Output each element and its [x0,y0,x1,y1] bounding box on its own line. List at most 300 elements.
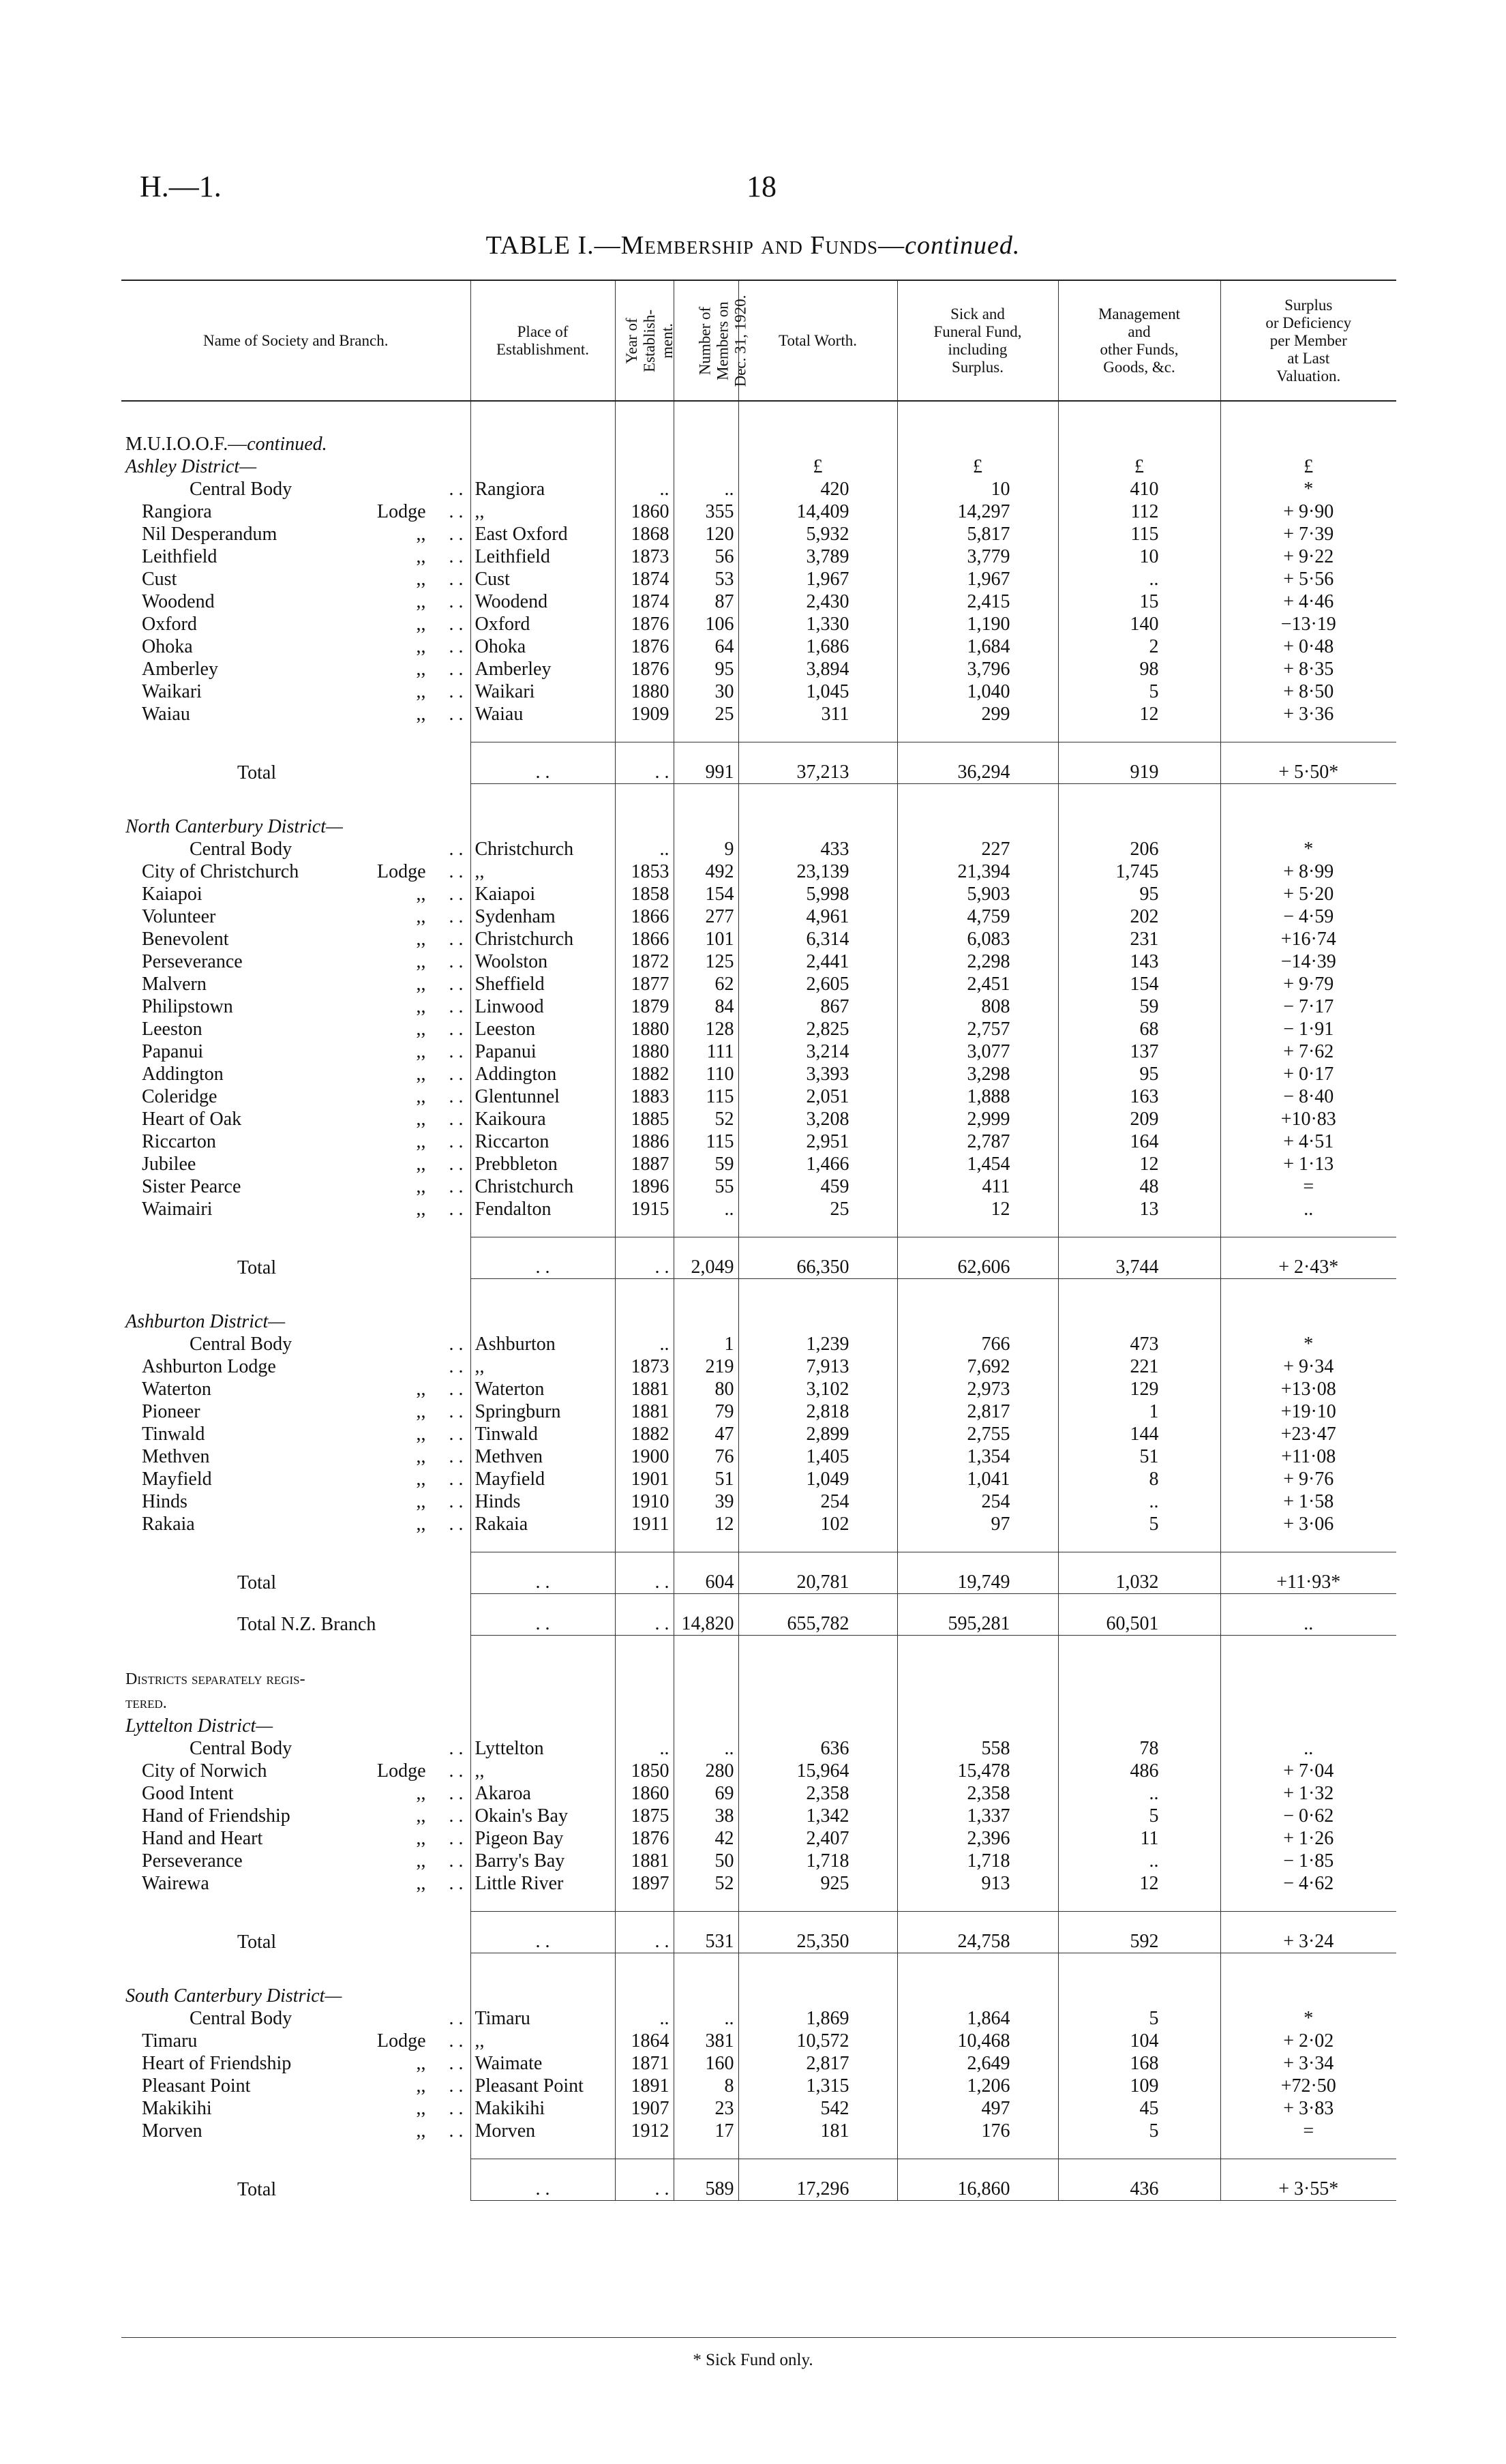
cell-sick: 5,903 [897,883,1058,905]
society-name [121,1423,470,1445]
table-row [121,2052,1396,2075]
col-worth-header: Total Worth. [738,280,897,401]
cell-mgmt: 209 [1058,1108,1220,1130]
surplus-h3: per Member [1269,331,1347,349]
cell-members: 69 [674,1782,738,1805]
col-mgmt-header [1058,280,1220,401]
section-heading [121,1985,470,2007]
society-name [121,1513,470,1535]
cell-year: 1873 [615,1355,674,1378]
table-row [121,1760,1396,1782]
total-members: 531 [674,1912,738,1953]
cell-worth: 102 [738,1513,897,1535]
heading-cell [674,433,738,455]
society-name [121,500,470,523]
section-heading-row [121,433,1396,455]
branch-type: ,, [416,1805,426,1827]
cell-members: .. [674,2007,738,2030]
leader-dots: . . [449,524,464,545]
total-surplus: + 5·50* [1220,742,1396,784]
cell-worth: 1,405 [738,1445,897,1468]
society-name [121,613,470,635]
leader-dots: . . [449,2098,464,2119]
leader-dots: . . [449,1805,464,1827]
spacer-cell [1220,1279,1396,1311]
cell-worth: 1,049 [738,1468,897,1490]
members-h1: Number of [695,306,713,375]
cell-place: . . [470,1594,615,1636]
branch-type: ,, [416,1176,426,1197]
table-row [121,545,1396,568]
heading-cell [470,1667,615,1691]
table-row [121,1130,1396,1153]
cell-mgmt: 154 [1058,973,1220,995]
cell-year: 1874 [615,590,674,613]
heading-cell [1058,1691,1220,1715]
spacer-cell [470,1279,615,1311]
spacer-cell [121,1895,470,1912]
table-row [121,680,1396,703]
spacer-cell [1220,1220,1396,1237]
spacer-cell [1220,1636,1396,1668]
table-title [0,230,1506,260]
section-heading-row [121,1667,1396,1691]
cell-place: Pleasant Point [470,2075,615,2097]
cell-mgmt: 168 [1058,2052,1220,2075]
branch-type: ,, [416,1041,426,1062]
cell-place: ,, [470,1760,615,1782]
footnote-rule [121,2337,1396,2338]
cell-year: 1871 [615,2052,674,2075]
title-main: Membership and Funds— [620,231,905,260]
spacer-cell [897,401,1058,433]
total-worth: 37,213 [738,742,897,784]
cell-mgmt: 12 [1058,1153,1220,1175]
cell-members: 128 [674,1018,738,1040]
leader-dots: . . [449,861,464,882]
cell-mgmt: 486 [1058,1760,1220,1782]
branch-name: Kaiapoi [142,884,202,905]
branch-name: Waterton [142,1379,211,1400]
branch-name: Hinds [142,1491,187,1512]
society-name [121,658,470,680]
heading-cell [674,815,738,838]
branch-name: Ohoka [142,636,193,657]
spacer-cell [615,725,674,742]
table-row [121,860,1396,883]
sick-h1: Sick and [950,305,1005,322]
leader-dots: . . [449,591,464,612]
cell-year: 1876 [615,1827,674,1850]
total-sick: 16,860 [897,2159,1058,2201]
total-sick: 62,606 [897,1237,1058,1279]
spacer-cell [674,2142,738,2159]
title-suffix: continued. [905,231,1021,260]
spacer-cell [897,725,1058,742]
cell-place: . . [470,1912,615,1953]
branch-type: ,, [416,2053,426,2074]
cell-place: ,, [470,1355,615,1378]
cell-year: 1897 [615,1872,674,1895]
cell-surplus: − 4·59 [1220,905,1396,928]
section-heading [121,1310,470,1333]
branch-type: ,, [416,1131,426,1152]
leader-dots: . . [449,569,464,590]
total-sick: 36,294 [897,742,1058,784]
branch-name: Leithfield [142,546,217,567]
cell-sick: 1,190 [897,613,1058,635]
cell-sick: 3,298 [897,1063,1058,1085]
cell-members: 62 [674,973,738,995]
cell-mgmt: 206 [1058,838,1220,860]
cell-members: 280 [674,1760,738,1782]
heading-cell: £ [1058,455,1220,478]
title-prefix: TABLE I.— [485,231,621,260]
cell-members: 39 [674,1490,738,1513]
cell-sick: 2,396 [897,1827,1058,1850]
table-row [121,478,1396,500]
cell-place: Woolston [470,950,615,973]
cell-members: 8 [674,2075,738,2097]
leader-dots: . . [449,1491,464,1512]
spacer-cell [615,1220,674,1237]
branch-name: Woodend [142,591,215,612]
leader-dots: . . [449,2008,464,2029]
section-heading [121,1715,470,1737]
branch-name: Timaru [142,2030,198,2052]
branch-name: Cust [142,569,177,590]
members-h3: Dec. 31, 1920. [731,295,749,387]
cell-surplus: * [1220,2007,1396,2030]
total-surplus: + 3·24 [1220,1912,1396,1953]
heading-cell [1220,1691,1396,1715]
heading-cell [470,1691,615,1715]
cell-surplus: + 9·90 [1220,500,1396,523]
cell-year: 1866 [615,905,674,928]
cell-worth: 3,208 [738,1108,897,1130]
cell-members: 84 [674,995,738,1018]
society-name [121,1355,470,1378]
society-name [121,703,470,725]
cell-place: Cust [470,568,615,590]
cell-mgmt: 143 [1058,950,1220,973]
cell-sick: 97 [897,1513,1058,1535]
cell-worth: 1,869 [738,2007,897,2030]
branch-type: ,, [416,546,426,567]
cell-place: Ashburton [470,1333,615,1355]
section-heading [121,433,470,455]
cell-sick: 766 [897,1333,1058,1355]
heading-cell [897,1715,1058,1737]
society-name [121,1333,470,1355]
cell-sick: 558 [897,1737,1058,1760]
cell-surplus: − 1·85 [1220,1850,1396,1872]
cell-place: Oxford [470,613,615,635]
heading-cell: £ [738,455,897,478]
table-row [121,1333,1396,1355]
cell-year: 1907 [615,2097,674,2120]
society-name [121,928,470,950]
heading-cell [1058,433,1220,455]
branch-type: ,, [416,951,426,972]
cell-place: Waterton [470,1378,615,1400]
cell-sick: 14,297 [897,500,1058,523]
cell-year: 1880 [615,1040,674,1063]
spacer-cell [738,1535,897,1552]
cell-place: Riccarton [470,1130,615,1153]
cell-surplus: + 1·26 [1220,1827,1396,1850]
cell-mgmt: .. [1058,1490,1220,1513]
order-continued: continued. [247,434,327,455]
cell-place: Addington [470,1063,615,1085]
cell-members: 38 [674,1805,738,1827]
leader-dots: . . [449,681,464,702]
mgmt-h1: Management [1098,305,1181,322]
cell-sick: 10,468 [897,2030,1058,2052]
branch-type: ,, [416,929,426,950]
spacer-cell [1058,784,1220,816]
cell-sick: 3,796 [897,658,1058,680]
north-total-row [121,1237,1396,1279]
branch-name: Central Body [190,839,292,860]
heading-cell [674,1691,738,1715]
cell-surplus: + 2·02 [1220,2030,1396,2052]
heading-cell [615,1310,674,1333]
branch-name: Heart of Friendship [142,2053,292,2074]
cell-surplus: + 0·17 [1220,1063,1396,1085]
cell-place: Kaiapoi [470,883,615,905]
total-worth: 655,782 [738,1594,897,1636]
spacer-row [121,401,1396,433]
cell-sick: 808 [897,995,1058,1018]
cell-worth: 420 [738,478,897,500]
cell-year: 1896 [615,1175,674,1198]
society-name [121,680,470,703]
branch-type: ,, [416,2075,426,2097]
table-row [121,1355,1396,1378]
branch-name: Coleridge [142,1086,217,1107]
cell-mgmt: 12 [1058,1872,1220,1895]
table-row [121,1018,1396,1040]
total-mgmt: 436 [1058,2159,1220,2201]
cell-worth: 1,466 [738,1153,897,1175]
heading-cell [674,1715,738,1737]
cell-sick: 7,692 [897,1355,1058,1378]
spacer-cell [1058,401,1220,433]
north-canterbury-heading: North Canterbury District— [125,816,343,837]
surplus-h5: Valuation. [1276,367,1341,385]
society-name [121,950,470,973]
table-row [121,973,1396,995]
spacer-cell [470,784,615,816]
society-name [121,838,470,860]
branch-name: Perseverance [142,951,243,972]
cell-mgmt: 5 [1058,2120,1220,2142]
heading-cell [738,1691,897,1715]
heading-cell [738,1310,897,1333]
table-row [121,2007,1396,2030]
cell-worth: 2,358 [738,1782,897,1805]
heading-cell [470,455,615,478]
cell-year: 1885 [615,1108,674,1130]
cell-sick: 227 [897,838,1058,860]
leader-dots: . . [449,996,464,1017]
heading-cell [738,433,897,455]
branch-type: ,, [416,1109,426,1130]
society-name [121,1040,470,1063]
cell-surplus: + 7·04 [1220,1760,1396,1782]
cell-surplus: + 7·39 [1220,523,1396,545]
cell-worth: 867 [738,995,897,1018]
cell-year: . . [615,1237,674,1279]
branch-name: Central Body [190,1738,292,1759]
cell-mgmt: 202 [1058,905,1220,928]
cell-place: East Oxford [470,523,615,545]
heading-cell [897,815,1058,838]
cell-worth: 5,998 [738,883,897,905]
leader-dots: . . [449,1469,464,1490]
cell-place: Pigeon Bay [470,1827,615,1850]
cell-worth: 542 [738,2097,897,2120]
members-h2: Members on [713,301,731,380]
cell-worth: 7,913 [738,1355,897,1378]
table-row [121,1782,1396,1805]
cell-members: 120 [674,523,738,545]
society-name [121,2075,470,2097]
branch-name: Riccarton [142,1131,216,1152]
spacer-cell [1058,1895,1220,1912]
cell-members: 115 [674,1085,738,1108]
cell-members: 125 [674,950,738,973]
cell-mgmt: 115 [1058,523,1220,545]
branch-name: Methven [142,1446,210,1467]
society-name [121,860,470,883]
cell-place: ,, [470,2030,615,2052]
cell-surplus: −14·39 [1220,950,1396,973]
branch-type: ,, [416,524,426,545]
cell-members: 115 [674,1130,738,1153]
cell-mgmt: 1,745 [1058,860,1220,883]
cell-place: Okain's Bay [470,1805,615,1827]
society-name [121,1872,470,1895]
leader-dots: . . [449,1873,464,1894]
cell-mgmt: 5 [1058,1513,1220,1535]
cell-surplus: = [1220,1175,1396,1198]
cell-worth: 6,314 [738,928,897,950]
table-row [121,1872,1396,1895]
cell-year: 1883 [615,1085,674,1108]
cell-members: 25 [674,703,738,725]
society-name [121,1018,470,1040]
branch-name: Oxford [142,614,197,635]
cell-worth: 1,718 [738,1850,897,1872]
heading-cell [897,1985,1058,2007]
cell-sick: 1,041 [897,1468,1058,1490]
cell-sick: 2,973 [897,1378,1058,1400]
cell-members: 9 [674,838,738,860]
leader-dots: . . [449,501,464,522]
branch-name: City of Christchurch [142,861,299,882]
cell-worth: 23,139 [738,860,897,883]
cell-mgmt: 5 [1058,1805,1220,1827]
spacer-cell [615,1953,674,1985]
branch-name: Rangiora [142,501,212,522]
heading-cell [1220,1667,1396,1691]
cell-members: 52 [674,1872,738,1895]
society-name [121,1827,470,1850]
leader-dots: . . [449,704,464,725]
society-name [121,905,470,928]
cell-place: Kaikoura [470,1108,615,1130]
total-members: 991 [674,742,738,784]
spacer-cell [121,1953,470,1985]
branch-type: ,, [416,681,426,702]
table-row [121,2075,1396,2097]
spacer-cell [1220,784,1396,816]
cell-sick: 1,718 [897,1850,1058,1872]
cell-place: Waimate [470,2052,615,2075]
table-body [121,401,1396,2201]
cell-place: Amberley [470,658,615,680]
society-name [121,1805,470,1827]
cell-place: Leithfield [470,545,615,568]
south-total-row [121,2159,1396,2201]
cell-mgmt: 109 [1058,2075,1220,2097]
cell-members: 110 [674,1063,738,1085]
cell-worth: 254 [738,1490,897,1513]
spacer-cell [1220,2142,1396,2159]
cell-mgmt: 5 [1058,2007,1220,2030]
spacer-cell [738,784,897,816]
membership-funds-table [121,280,1396,2201]
table-row [121,838,1396,860]
branch-type: ,, [416,1873,426,1894]
society-name [121,1760,470,1782]
branch-type: ,, [416,1424,426,1445]
spacer-cell [615,1535,674,1552]
branch-type: Lodge [376,2030,426,2052]
branch-name: Sister Pearce [142,1176,241,1197]
spacer-cell [1058,1279,1220,1311]
table-row [121,1108,1396,1130]
society-name [121,1378,470,1400]
cell-sick: 411 [897,1175,1058,1198]
cell-year: 1850 [615,1760,674,1782]
cell-surplus: + 8·99 [1220,860,1396,883]
leader-dots: . . [449,479,464,500]
cell-surplus: + 5·20 [1220,883,1396,905]
section-heading [121,455,470,478]
total-sick: 24,758 [897,1912,1058,1953]
col-name-header: Name of Society and Branch. [121,280,470,401]
total-label: Total [237,1572,277,1593]
cell-mgmt: 1 [1058,1400,1220,1423]
cell-members: 53 [674,568,738,590]
year-h3: ment. [658,322,676,359]
section-heading-row [121,1691,1396,1715]
society-name [121,1175,470,1198]
cell-members: 52 [674,1108,738,1130]
leader-dots: . . [449,1783,464,1804]
total-worth: 66,350 [738,1237,897,1279]
branch-type: ,, [416,2120,426,2142]
table-row [121,1175,1396,1198]
total-label: Total [237,1257,277,1278]
cell-place: Hinds [470,1490,615,1513]
heading-cell: £ [1220,455,1396,478]
heading-cell [615,455,674,478]
table-row [121,523,1396,545]
